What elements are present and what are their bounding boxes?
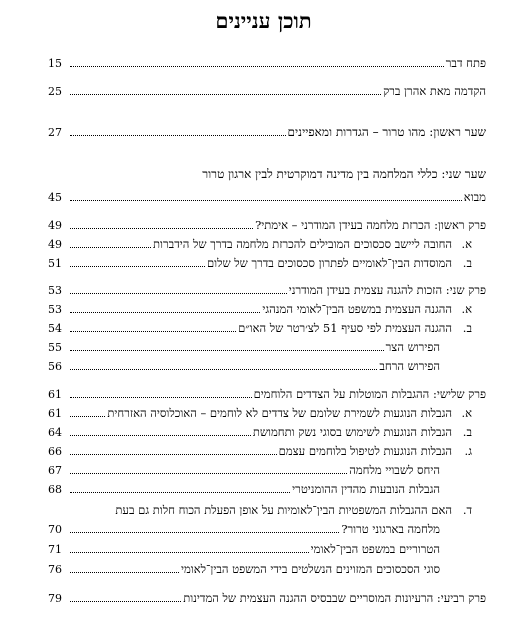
toc-entry-text: פרק ראשון: הכרזת מלחמה בעידן המודרני – אימתי?	[255, 218, 486, 232]
leader-dots	[70, 551, 309, 553]
toc-subentry[interactable]	[48, 541, 440, 557]
toc-entry-text: הפירוש הרחב	[379, 359, 440, 373]
toc-entry-text: המוסדות הבין־לאומיים לפתרון סכסוכים בדרך של שלום	[206, 256, 452, 270]
toc-chapter-entry[interactable]	[48, 590, 486, 606]
toc-subentry[interactable]	[48, 462, 440, 478]
toc-section-entry[interactable]	[48, 166, 486, 182]
leader-dots	[70, 531, 339, 533]
toc-entry-text: הגבלות הנוגעות לטיפול בלוחמים עצמם	[278, 444, 452, 458]
toc-page-number: 54	[48, 322, 62, 335]
toc-subentry[interactable]	[48, 255, 472, 271]
toc-entry-text: שער ראשון: מהו טרור – הגדרות ומאפיינים	[287, 125, 486, 139]
toc-page-number: 61	[48, 388, 62, 401]
toc-chapter-entry[interactable]	[48, 217, 486, 233]
toc-entry-text: היחס לשבויי מלחמה	[349, 463, 440, 477]
leader-dots	[70, 434, 251, 436]
toc-entry[interactable]	[48, 189, 486, 205]
toc-entry-text: מלחמה בארגוני טרור?	[341, 522, 440, 536]
toc-page-number: 56	[48, 360, 62, 373]
leader-dots	[70, 396, 252, 398]
toc-page-number: 79	[48, 592, 62, 605]
toc-subentry[interactable]	[48, 424, 472, 440]
leader-dots	[70, 93, 381, 95]
toc-entry-text: האם ההגבלות המשפטיות הבין־לאומיות על אופן הפעלת הכוח חלות גם בעת	[115, 503, 452, 517]
toc-marker: א.	[461, 237, 472, 251]
toc-subentry[interactable]	[48, 502, 472, 518]
toc-entry[interactable]	[48, 55, 486, 71]
toc-page-number: 66	[48, 445, 62, 458]
leader-dots	[70, 330, 236, 332]
toc-marker: ג.	[464, 444, 472, 458]
toc-page-number: 53	[48, 284, 62, 297]
toc-marker: ד.	[462, 503, 472, 517]
leader-dots	[70, 246, 151, 248]
toc-entry[interactable]	[48, 83, 486, 99]
leader-dots	[70, 134, 286, 136]
toc-page-number: 67	[48, 464, 62, 477]
toc-marker: א.	[461, 302, 472, 316]
leader-dots	[70, 311, 260, 313]
toc-page-number: 53	[48, 303, 62, 316]
toc-marker: ב.	[462, 256, 472, 270]
toc-entry-text: הגבלות הנוגעות לשימוש בסוגי נשק ותחמושת	[252, 425, 452, 439]
leader-dots	[70, 491, 290, 493]
toc-page-number: 70	[48, 523, 62, 536]
leader-dots	[70, 227, 253, 229]
toc-page-number: 68	[48, 483, 62, 496]
leader-dots	[70, 265, 205, 267]
toc-subentry[interactable]	[48, 320, 472, 336]
toc-marker: ב.	[462, 425, 472, 439]
toc-subentry[interactable]	[48, 521, 440, 537]
leader-dots	[70, 472, 347, 474]
toc-page-number: 51	[48, 257, 62, 270]
leader-dots	[70, 415, 105, 417]
toc-entry-text: פרק שלישי: ההגבלות המוטלות על הצדדים הלוחמים	[253, 387, 486, 401]
toc-subentry[interactable]	[48, 236, 472, 252]
toc-entry-text: ההגנה העצמית במשפט הבין־לאומי המנהגי	[262, 302, 452, 316]
toc-section-entry[interactable]	[48, 124, 486, 140]
toc-entry-text: הקדמה מאת אהרן ברק	[383, 84, 486, 98]
leader-dots	[70, 600, 181, 602]
toc-entry-text: שער שני: כללי המלחמה בין מדינה דמוקרטית לבין ארגון טרור	[202, 167, 486, 181]
toc-page-number: 15	[48, 57, 62, 70]
leader-dots	[70, 513, 113, 514]
toc-subentry[interactable]	[48, 561, 440, 577]
toc-page-number: 45	[48, 191, 62, 204]
toc-page-number: 71	[48, 543, 62, 556]
toc-subentry[interactable]	[48, 301, 472, 317]
toc-subentry[interactable]	[48, 481, 440, 497]
toc-marker: א.	[461, 406, 472, 420]
toc-marker: ב.	[462, 321, 472, 335]
toc-subentry[interactable]	[48, 443, 472, 459]
toc-page-number: 76	[48, 563, 62, 576]
page-title: תוכן עניינים	[215, 8, 312, 33]
toc-entry-text: סוגי הסכסוכים המזוינים הנשלטים בידי המשפט הבין־לאומי	[180, 562, 440, 576]
toc-page-number: 49	[48, 219, 62, 232]
toc-subentry[interactable]	[48, 358, 440, 374]
leader-dots	[70, 571, 179, 573]
toc-entry-text: פרק שני: הזכות להגנה עצמית בעידן המודרני	[288, 283, 486, 297]
toc-chapter-entry[interactable]	[48, 282, 486, 298]
toc-page-number: 49	[48, 238, 62, 251]
toc-chapter-entry[interactable]	[48, 386, 486, 402]
leader-dots	[70, 453, 277, 455]
toc-entry-text: פרק רביעי: הרעיונות המוסריים שבבסיס ההגנה העצמית של המדינות	[183, 591, 486, 605]
leader-dots	[70, 177, 200, 178]
toc-entry-text: הפירוש הצר	[385, 340, 440, 354]
leader-dots	[70, 368, 377, 370]
toc-page-number: 61	[48, 407, 62, 420]
leader-dots	[70, 199, 462, 201]
toc-page-number: 55	[48, 341, 62, 354]
toc-entry-text: הטרוריים במשפט הבין־לאומי	[310, 542, 440, 556]
toc-page-number: 64	[48, 426, 62, 439]
toc-page-number: 27	[48, 126, 62, 139]
leader-dots	[70, 349, 384, 351]
toc-entry-text: הגבלות הנוגעות לשמירת שלומם של צדדים לא לוחמים – האוכלוסיה האזרחית	[107, 406, 452, 420]
leader-dots	[70, 292, 287, 294]
toc-entry-text: החובה ליישב סכסוכים המובילים להכרזת מלחמה בדרך של הידברות	[153, 237, 452, 251]
toc-entry-text: פתח דבר	[445, 56, 486, 70]
toc-page-number: 25	[48, 85, 62, 98]
toc-entry-text: ההגנה העצמית לפי סעיף 51 לצ׳רטר של האו״ם	[238, 321, 452, 335]
leader-dots	[70, 65, 444, 67]
toc-subentry[interactable]	[48, 339, 440, 355]
toc-entry-text: מבוא	[463, 190, 486, 204]
toc-entry-text: הגבלות הנובעות מהדין ההומניטרי	[292, 482, 440, 496]
toc-subentry[interactable]	[48, 405, 472, 421]
